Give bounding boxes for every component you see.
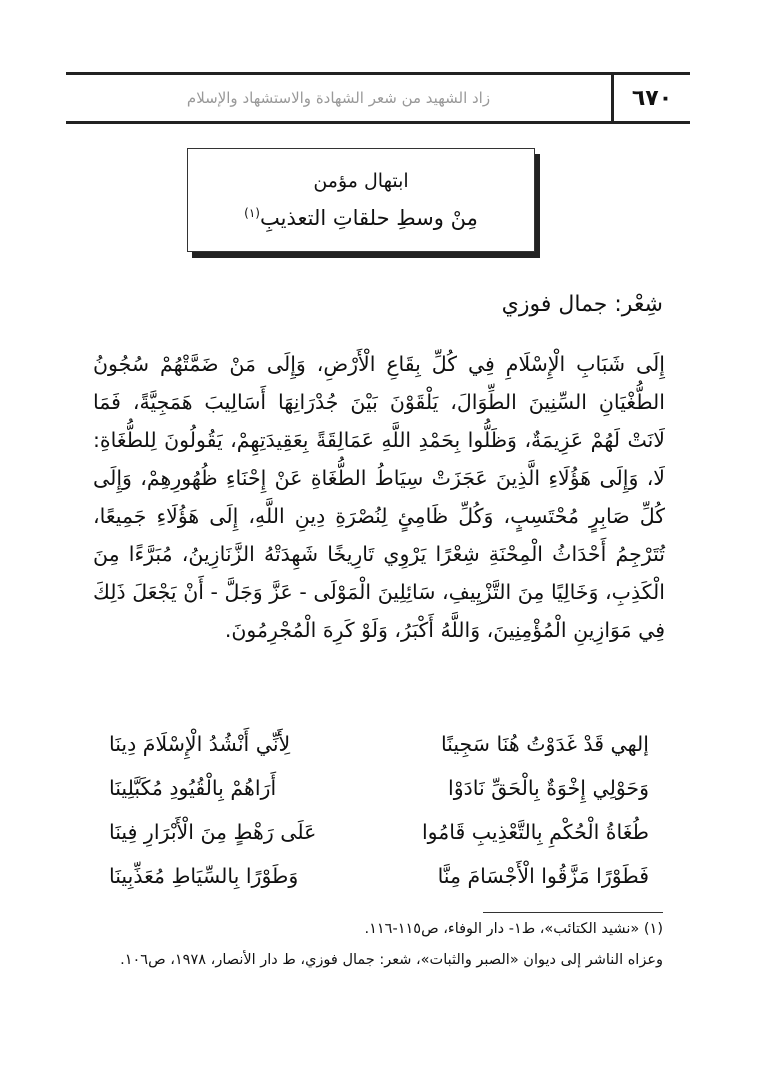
verse-second-hemistich: وَطَوْرًا بِالسِّيَاطِ مُعَذِّبِينَا: [109, 864, 299, 888]
verse-line: [109, 722, 649, 766]
running-title: زاد الشهيد من شعر الشهادة والاستشهاد والإسلام: [186, 89, 491, 107]
dedication-paragraph: إِلَى شَبَابِ الْإِسْلَامِ فِي كُلِّ بِقَاعِ الْأَرْضِ، وَإِلَى مَنْ ضَمَّتْهُمْ سُجُونُ الطُّغْيَانِ السِّنِينَ الطِّوَالَ، يَلْقَوْنَ بَيْنَ جُدْرَانِهَا أَسَالِيبَ هَمَجِيَّةً، فَمَا لَانَتْ لَهُمْ عَزِيمَةٌ، وَظَلُّوا بِحَمْدِ اللَّهِ عَمَالِقَةً بِعَقِيدَتِهِمْ، يَقُولُونَ لِلطُّغَاةِ: لَا، وَإِلَى هَؤُلَاءِ الَّذِينَ عَجَزَتْ سِيَاطُ الطُّغَاةِ عَنْ إِحْنَاءِ ظُهُورِهِمْ، وَإِلَى كُلِّ صَابِرٍ مُحْتَسِبٍ، وَكُلِّ ظَامِئٍ لِنُصْرَةِ دِينِ اللَّهِ، إِلَى هَؤُلَاءِ جَمِيعًا، تُتَرْجِمُ أَحْدَاثُ الْمِحْنَةِ شِعْرًا يَرْوِي تَارِيخًا شَهِدَتْهُ الزَّنَازِينُ، مُبَرَّءًا مِنَ الْكَذِبِ، وَخَالِيًا مِنَ التَّزْيِيفِ، سَائِلِينَ الْمَوْلَى - عَزَّ وَجَلَّ - أَنْ يَجْعَلَ ذَلِكَ فِي مَوَازِينِ الْمُؤْمِنِينَ، وَاللَّهُ أَكْبَرُ، وَلَوْ كَرِهَ الْمُجْرِمُونَ.: [93, 352, 665, 642]
poem-subtitle-text: مِنْ وسطِ حلقاتِ التعذيبِ: [259, 206, 478, 230]
footnote-1: (١) «نشيد الكتائب»، ط١- دار الوفاء، ص١١٥-١١٦.: [364, 921, 663, 937]
page-number: ٦٧٠: [611, 75, 690, 121]
decorative-dot: [535, 205, 539, 209]
verse-first-hemistich: طُغَاةُ الْحُكْمِ بِالتَّعْذِيبِ قَامُوا: [421, 820, 649, 844]
poem-verses: [109, 722, 649, 898]
verse-second-hemistich: عَلَى رَهْطٍ مِنَ الْأَبْرَارِ فِينَا: [109, 820, 317, 844]
poem-title: ابتهال مؤمن: [313, 170, 409, 192]
footnotes: [93, 916, 663, 978]
poem-subtitle: [188, 206, 534, 230]
verse-first-hemistich: فَطَوْرًا مَزَّقُوا الْأَجْسَامَ مِنَّا: [437, 864, 649, 888]
footnote-divider: [483, 912, 663, 913]
verse-line: [109, 766, 649, 810]
verse-first-hemistich: إلهي قَدْ غَدَوْتُ هُنَا سَجِينًا: [440, 732, 649, 756]
verse-second-hemistich: أَرَاهُمْ بِالْقُيُودِ مُكَبَّلِينَا: [109, 776, 277, 800]
author-line: شِعْر: جمال فوزي: [501, 292, 663, 317]
verse-second-hemistich: لِأَنِّي أَنْشُدُ الْإِسْلَامَ دِينَا: [109, 732, 291, 756]
poem-title-box: [187, 148, 535, 252]
verse-line: [109, 854, 649, 898]
verse-first-hemistich: وَحَوْلِي إِخْوَةٌ بِالْحَقِّ نَادَوْا: [448, 776, 649, 800]
verse-line: [109, 810, 649, 854]
footnote-2: وعزاه الناشر إلى ديوان «الصبر والثبات»، شعر: جمال فوزي، ط دار الأنصار، ١٩٧٨، ص١٠٦.: [120, 952, 663, 968]
page-header: [66, 72, 690, 124]
footnote-marker: (١): [244, 206, 260, 220]
